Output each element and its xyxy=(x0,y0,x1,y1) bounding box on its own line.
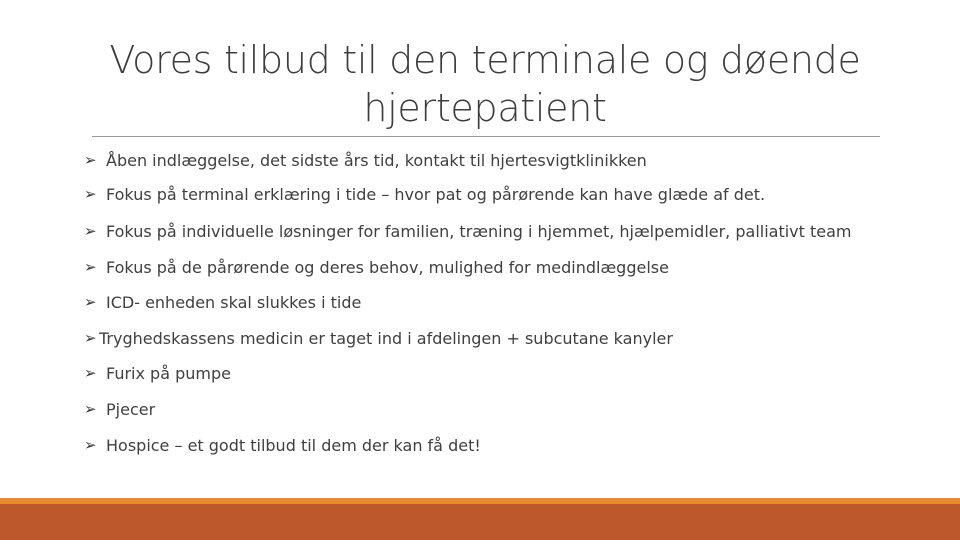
bullet-text: Furix på pumpe xyxy=(106,363,231,383)
accent-stripe-dark xyxy=(0,504,960,540)
arrow-bullet-icon: ➢ xyxy=(84,400,97,418)
arrow-bullet-icon: ➢ xyxy=(84,364,97,382)
bullet-text: Fokus på de pårørende og deres behov, mulighed for medindlæggelse xyxy=(106,257,669,277)
bullet-item-8 xyxy=(84,398,155,420)
slide-title xyxy=(60,36,910,132)
bullet-text: ICD- enheden skal slukkes i tide xyxy=(106,292,362,312)
bullet-item-6 xyxy=(84,327,673,349)
bullet-item-2 xyxy=(84,183,765,205)
bullet-text: Tryghedskassens medicin er taget ind i afdelingen + subcutane kanyler xyxy=(99,328,673,348)
bullet-text: Fokus på terminal erklæring i tide – hvor pat og pårørende kan have glæde af det. xyxy=(106,184,766,204)
slide-title-line-1: Vores tilbud til den terminale og døende xyxy=(109,38,861,82)
bullet-text: Åben indlæggelse, det sidste års tid, kontakt til hjertesvigtklinikken xyxy=(106,150,647,170)
bullet-item-9 xyxy=(84,434,481,456)
bullet-item-4 xyxy=(84,256,669,278)
bullet-item-1 xyxy=(84,149,647,171)
bullet-text: Hospice – et godt tilbud til dem der kan få det! xyxy=(106,435,481,455)
arrow-bullet-icon: ➢ xyxy=(84,222,97,240)
arrow-bullet-icon: ➢ xyxy=(84,293,97,311)
slide-title-line-2: hjertepatient xyxy=(363,86,607,130)
bullet-item-5 xyxy=(84,291,361,313)
arrow-bullet-icon: ➢ xyxy=(84,258,97,276)
bullet-item-7 xyxy=(84,362,231,384)
title-divider xyxy=(92,136,880,137)
arrow-bullet-icon: ➢ xyxy=(84,185,97,203)
arrow-bullet-icon: ➢ xyxy=(84,436,97,454)
bullet-text: Fokus på individuelle løsninger for familien, træning i hjemmet, hjælpemidler, palliativt team xyxy=(106,221,852,241)
arrow-bullet-icon: ➢ xyxy=(84,151,97,169)
bullet-item-3 xyxy=(84,220,852,242)
bullet-text: Pjecer xyxy=(106,399,156,419)
arrow-bullet-icon: ➢ xyxy=(84,329,97,347)
